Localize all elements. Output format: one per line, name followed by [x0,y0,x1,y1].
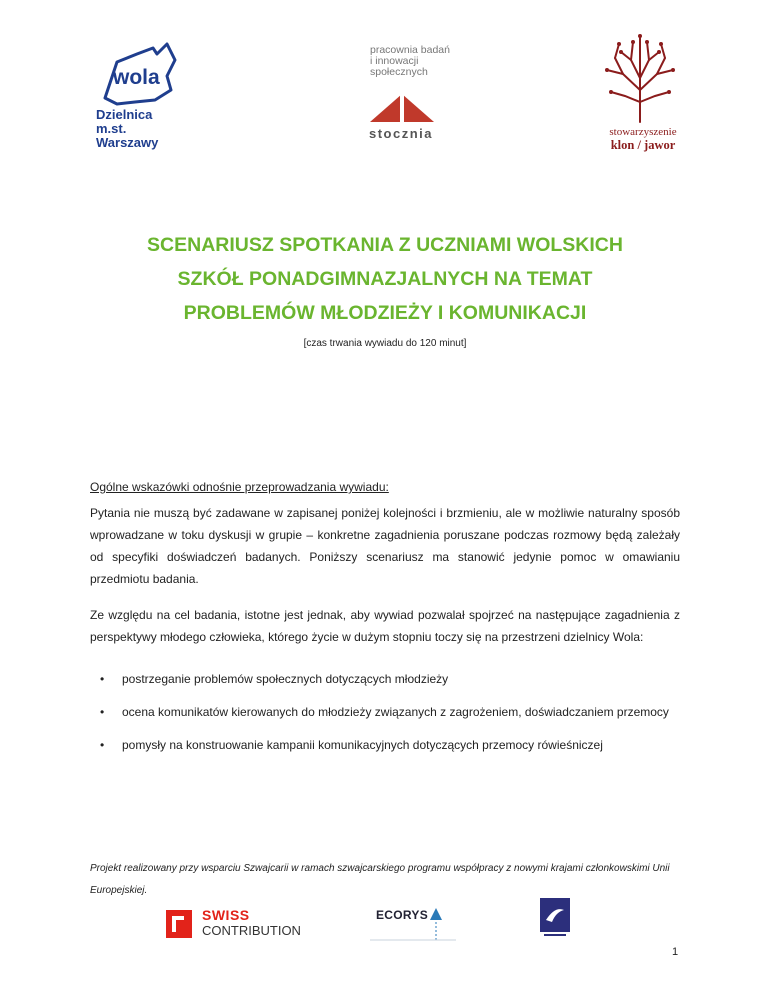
title-line: PROBLEMÓW MŁODZIEŻY I KOMUNIKACJI [183,302,587,324]
klon-jawor-line1: stowarzyszenie [609,126,677,138]
list-item [90,701,680,723]
swiss-word: SWISS [202,907,250,923]
bullet-icon: • [100,705,105,719]
klon-jawor-line2: klon / jawor [610,138,676,152]
contribution-word: CONTRIBUTION [202,923,301,938]
duration-note: [czas trwania wywiadu do 120 minut] [303,338,467,349]
list-item [90,734,680,756]
section-heading: Ogólne wskazówki odnośnie przeprowadzania wywiadu: [90,480,389,494]
bullet-icon: • [100,672,105,686]
topic-list [90,668,680,756]
klon-jawor-tree-icon [585,30,695,130]
title-line: SCENARIUSZ SPOTKANIA Z UCZNIAMI WOLSKICH [147,234,623,256]
funding-note: Projekt realizowany przy wsparciu Szwajcarii w ramach szwajcarskiego programu współpracy z nowymi krajami członkowskimi Unii Europejskiej. [90,863,670,896]
title-line: SZKÓŁ PONADGIMNAZJALNYCH NA TEMAT [177,268,593,290]
stocznia-wordmark: stocznia [369,126,434,141]
list-item-text: pomysły na konstruowanie kampanii komunikacyjnych dotyczących przemocy rówieśniczej [122,738,603,752]
foundation-logo [540,898,570,940]
document-title [90,228,680,330]
wola-caption-line: m.st. [96,121,127,136]
paragraph: Pytania nie muszą być zadawane w zapisanej poniżej kolejności i brzmieniu, ale w możliwie naturalny sposób wprowadzane w toku dyskusji w grupie – konkretne zagadnienia poruszane podczas rozmowy będą zależały od specyfiki doświadczeń badanych. Poniższy scenariusz ma stanowić jedynie pomoc w omawianiu przedmiotu badania. [90,506,680,586]
wola-logo-word: wola [113,66,160,89]
wola-caption-line: Dzielnica [96,107,153,122]
list-item-text: ocena komunikatów kierowanych do młodzieży związanych z zagrożeniem, doświadczaniem przemocy [122,705,669,719]
wola-caption-line: Warszawy [96,135,159,150]
ecorys-wordmark: ECORYS [376,908,429,922]
bullet-icon: • [100,738,105,752]
list-item-text: postrzeganie problemów społecznych dotyczących młodzieży [122,672,449,686]
list-item [90,668,680,690]
page-number: 1 [672,946,679,958]
wola-caption [96,108,158,150]
paragraph: Ze względu na cel badania, istotne jest jednak, aby wywiad pozwalał spojrzeć na następujące zagadnienia z perspektywy młodego człowieka, którego życie w dużym stopniu toczy się na przestrzeni dzielnicy Wola: [90,608,680,644]
stocznia-tagline: pracownia badań i innowacji społecznych [370,44,450,78]
